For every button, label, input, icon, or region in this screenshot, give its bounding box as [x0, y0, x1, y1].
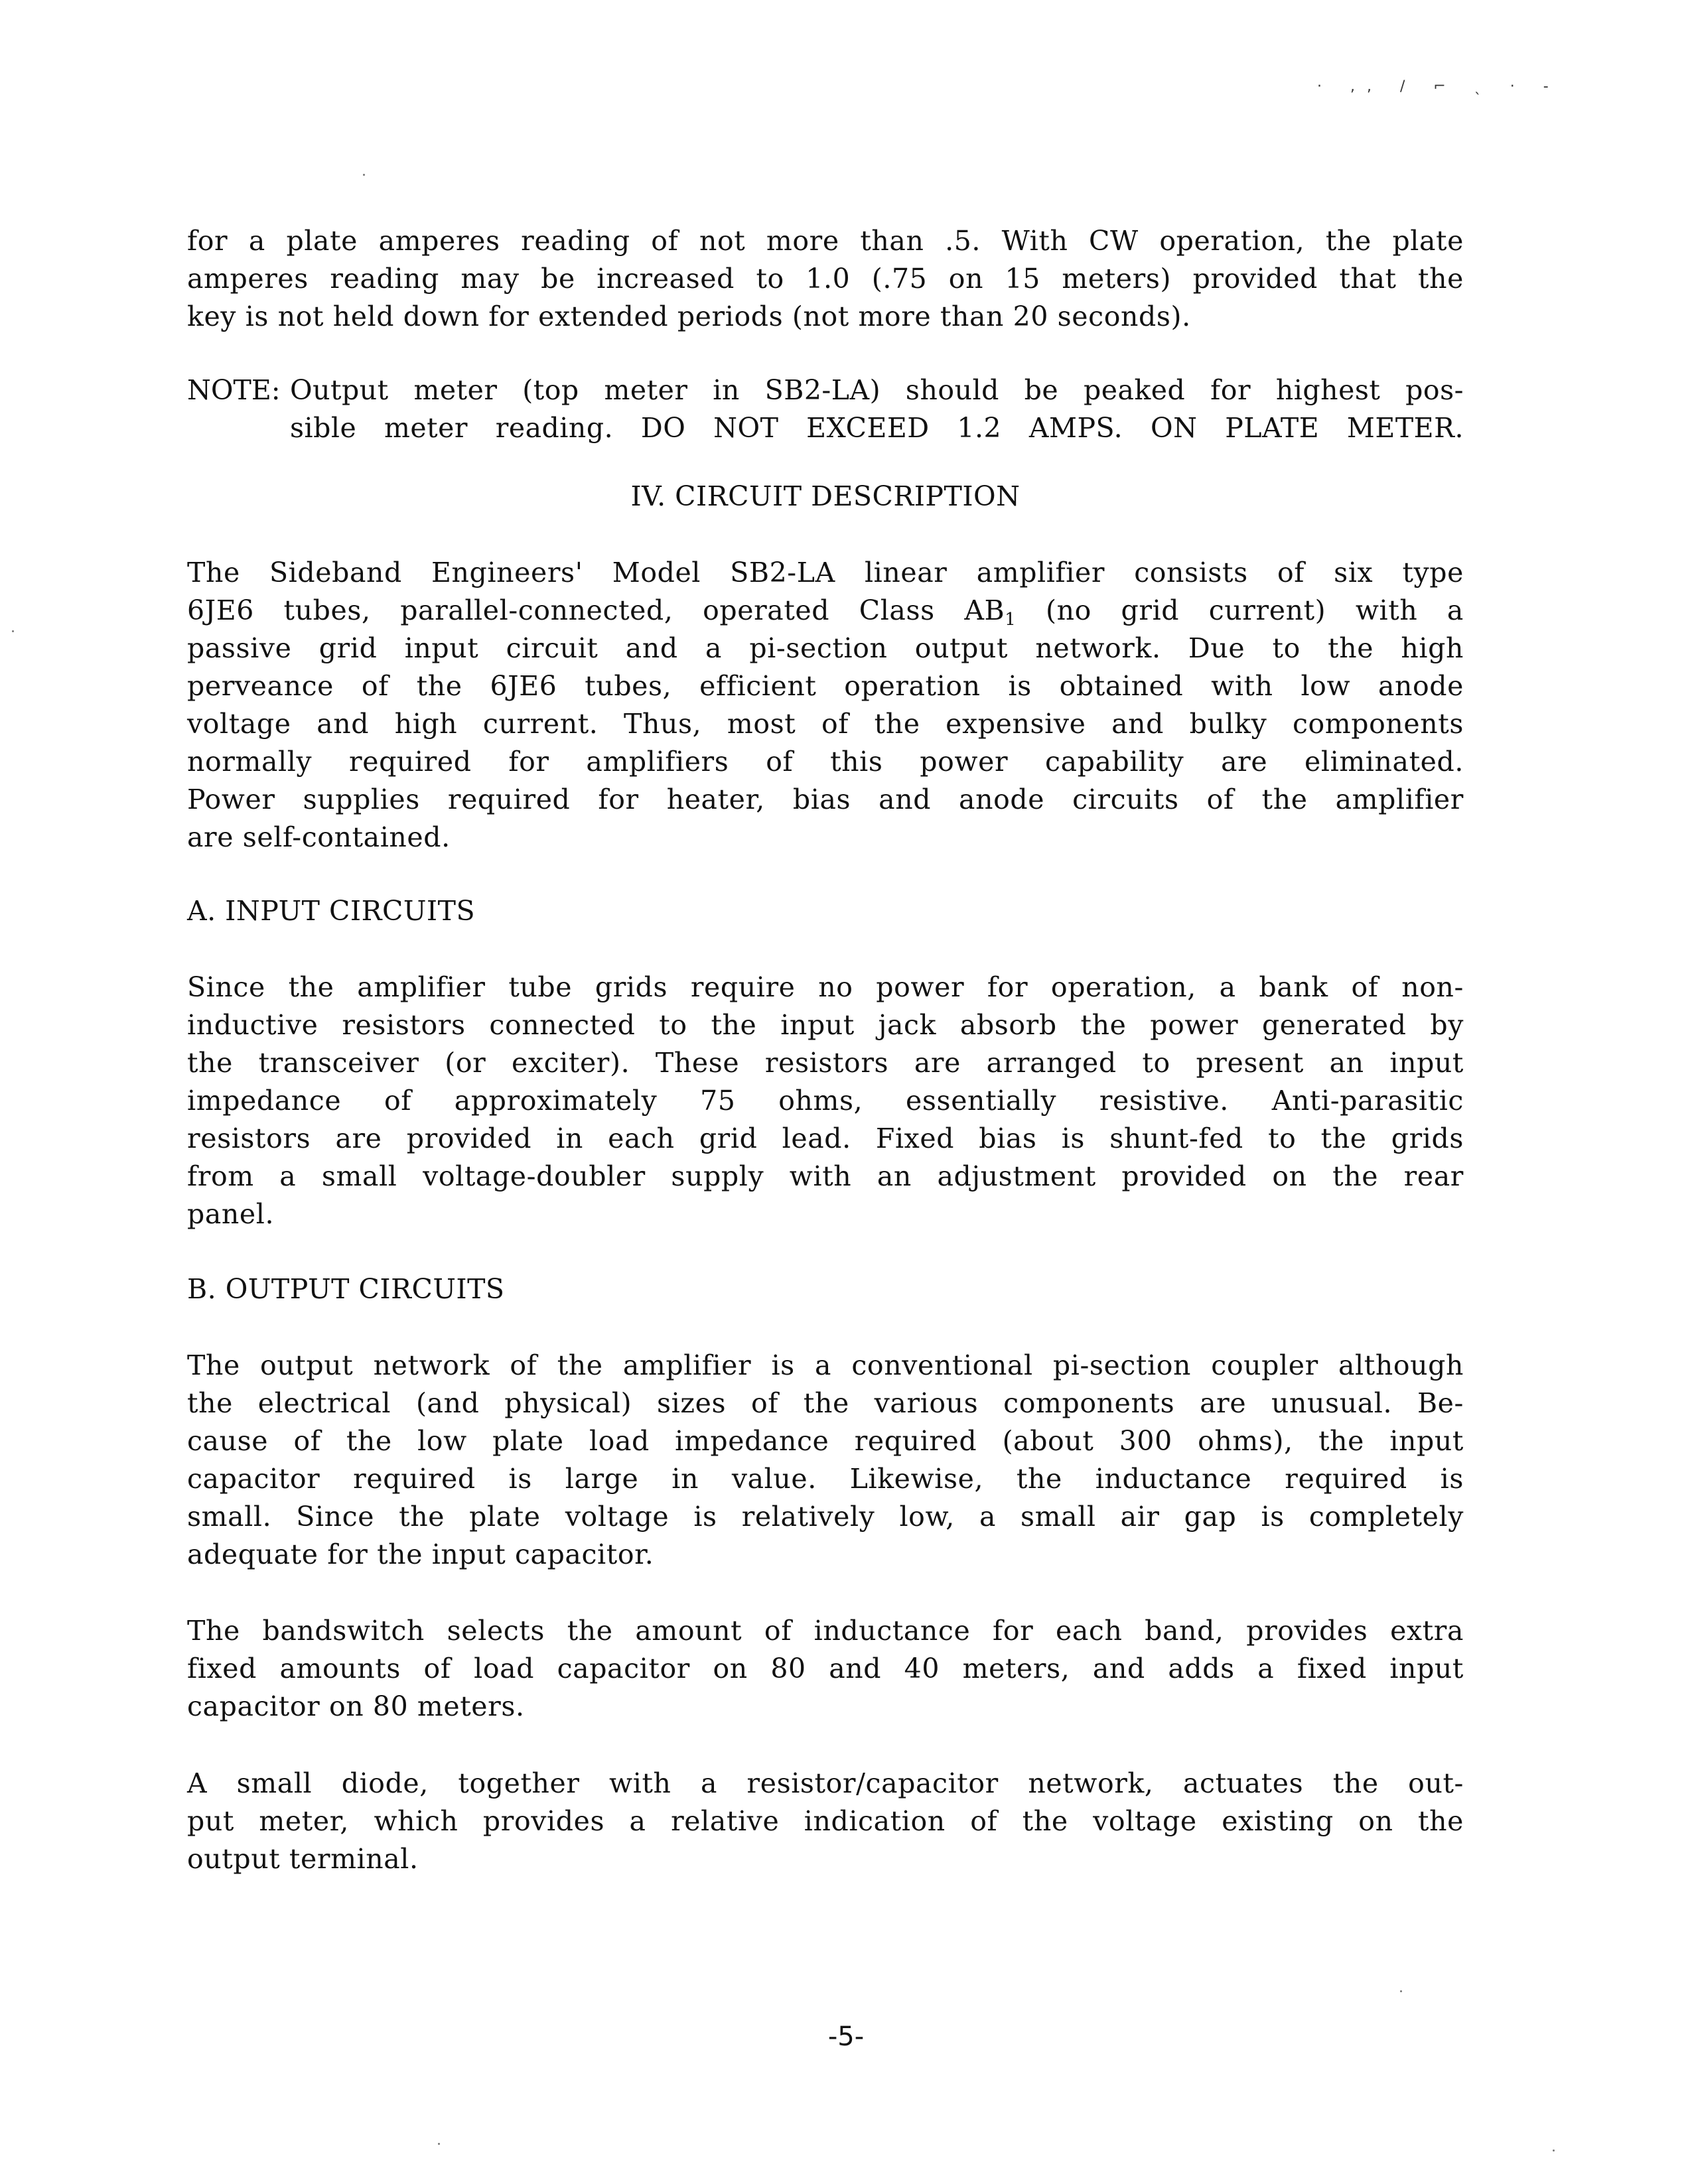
text-line: panel. — [187, 1198, 275, 1230]
note-label: NOTE: — [187, 374, 281, 406]
text-line: from a small voltage-doubler supply with an adjustment provided on the rear — [187, 1160, 1464, 1192]
text-line: A small diode, together with a resistor/capacitor network, actuates the out- — [187, 1767, 1464, 1799]
subsection-heading-output-circuits: B. OUTPUT CIRCUITS — [187, 1273, 505, 1305]
text-line: The output network of the amplifier is a conventional pi-section coupler although — [187, 1349, 1464, 1381]
text-line: are self-contained. — [187, 821, 451, 853]
text-line: resistors are provided in each grid lead. Fixed bias is shunt-fed to the grids — [187, 1123, 1464, 1154]
text-line: amperes reading may be increased to 1.0 (.75 on 15 meters) provided that the — [187, 263, 1464, 295]
text-line — [187, 592, 1464, 630]
note-line: sible meter reading. DO NOT EXCEED 1.2 AMPS. ON PLATE METER. — [290, 412, 1464, 444]
subsection-heading-input-circuits: A. INPUT CIRCUITS — [187, 895, 476, 927]
page-number: -5- — [827, 2021, 865, 2052]
text-line: Since the amplifier tube grids require no power for operation, a bank of non- — [187, 971, 1464, 1003]
text-line: impedance of approximately 75 ohms, essentially resistive. Anti-parasitic — [187, 1085, 1464, 1117]
text-line: fixed amounts of load capacitor on 80 and 40 meters, and adds a fixed input — [187, 1653, 1464, 1684]
text-line: adequate for the input capacitor. — [187, 1538, 654, 1570]
text-line: perveance of the 6JE6 tubes, efficient operation is obtained with low anode — [187, 670, 1464, 702]
text-line: passive grid input circuit and a pi-section output network. Due to the high — [187, 632, 1464, 664]
text-line: cause of the low plate load impedance required (about 300 ohms), the input — [187, 1425, 1464, 1457]
text-line: normally required for amplifiers of this power capability are eliminated. — [187, 746, 1464, 778]
text-line: key is not held down for extended periods (not more than 20 seconds). — [187, 301, 1191, 332]
text-line: voltage and high current. Thus, most of the expensive and bulky components — [187, 708, 1464, 740]
text-line: Power supplies required for heater, bias and anode circuits of the amplifier — [187, 784, 1464, 815]
scan-speck — [1400, 1990, 1402, 1992]
scan-speck — [12, 630, 14, 632]
section-heading: IV. CIRCUIT DESCRIPTION — [630, 480, 1021, 512]
scan-speck — [1553, 2150, 1555, 2151]
text-line: capacitor required is large in value. Likewise, the inductance required is — [187, 1463, 1464, 1495]
text-span: (no grid current) with a — [1016, 594, 1464, 626]
scan-speck — [363, 174, 365, 176]
scan-speck — [438, 2143, 440, 2145]
text-line: for a plate amperes reading of not more than .5. With CW operation, the plate — [187, 225, 1464, 257]
scan-corner-marks: · ,, / ⌐ ˎ · - — [1317, 78, 1561, 95]
subscript: 1 — [1005, 610, 1017, 630]
text-line: inductive resistors connected to the input jack absorb the power generated by — [187, 1009, 1464, 1041]
text-line: small. Since the plate voltage is relatively low, a small air gap is completely — [187, 1501, 1464, 1533]
text-span: 6JE6 tubes, parallel-connected, operated Class AB — [187, 594, 1005, 626]
text-line: the electrical (and physical) sizes of the various components are unusual. Be- — [187, 1387, 1464, 1419]
text-line: The Sideband Engineers' Model SB2-LA linear amplifier consists of six type — [187, 557, 1464, 588]
text-line: capacitor on 80 meters. — [187, 1690, 525, 1722]
text-line: the transceiver (or exciter). These resistors are arranged to present an input — [187, 1047, 1464, 1079]
text-line: The bandswitch selects the amount of inductance for each band, provides extra — [187, 1615, 1464, 1647]
note-line: Output meter (top meter in SB2-LA) should be peaked for highest pos- — [290, 374, 1464, 406]
text-line: output terminal. — [187, 1843, 419, 1875]
text-line: put meter, which provides a relative indication of the voltage existing on the — [187, 1805, 1464, 1837]
